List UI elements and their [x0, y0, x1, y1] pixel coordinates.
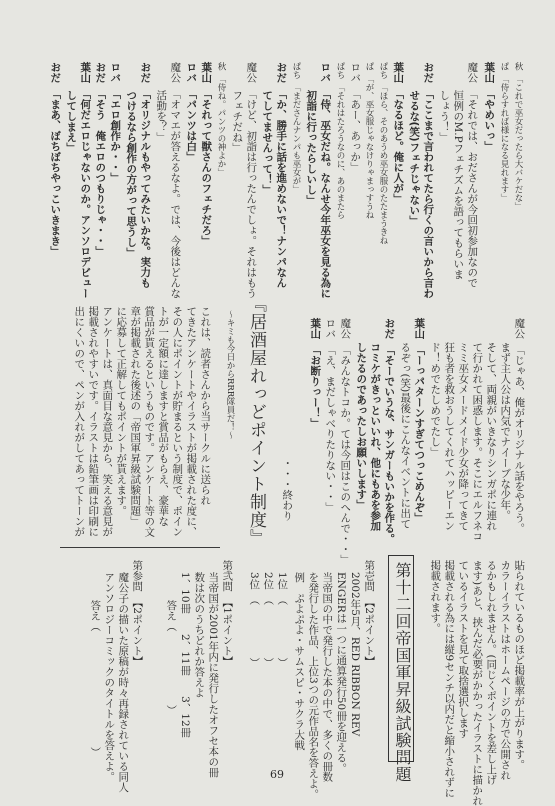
- section-divider: [60, 547, 220, 548]
- body-line: これは、読者さんから当サークルに送られ: [199, 306, 212, 506]
- dialogue-line: せるな(笑)フェチじゃない」: [408, 90, 421, 226]
- quiz-line: 第参問 【2ポイント】: [131, 560, 144, 667]
- quiz-line: 当帝国が2001年内に発行したオフセ本の冊: [207, 572, 220, 778]
- body-line: 賞品が貰えるというものです。アンケート等の文: [143, 306, 156, 537]
- dialogue-line: したるのであったしお願いします」: [355, 342, 368, 510]
- page-number: 69: [270, 768, 284, 781]
- note-line: ます)あと、挟んだ必要がかかったイラストに描かれ: [471, 560, 484, 806]
- quiz-line: 魔公子の描いた原稿が時々再録されている同人: [117, 572, 130, 793]
- dialogue-line: て行かれて困惑します。そこにエルフネコ: [471, 342, 484, 542]
- dialogue-line: おだ 「そう 俺エロのつもりじゃ・・」: [94, 62, 107, 257]
- dialogue-line: 魔公 「それでは、おださんが今回初参加なので: [466, 62, 479, 288]
- dialogue-line: ぱち 「ほら、そのあうめ巫女服のたたまうきね: [378, 62, 388, 245]
- point-system-title: 『居酒屋れっどポイント制度』: [246, 295, 266, 547]
- quiz-line: 2002年5月、RED RIBBON REV: [349, 572, 362, 737]
- quiz-line: 第弐問 【1ポイント】: [221, 560, 234, 667]
- quiz-title: 第十二回帝国軍昇級試験問題: [393, 562, 412, 783]
- dialogue-line: 初詣に行ったらしいし」: [305, 90, 318, 206]
- dialogue-line: そして、両親がいきなりシンガポに連れ: [485, 342, 498, 531]
- dialogue-line: 葉山 「何だエロじゃないのか。アンソロデビュー: [79, 62, 92, 299]
- quiz-line: 第壱問 【2ポイント】: [363, 560, 376, 667]
- dialogue-line: ロバ 「あー、あっか」: [349, 62, 362, 173]
- body-line: てきたアンケートやイラストが掲載された度に、: [185, 306, 198, 537]
- body-line: その人にポイントが貯まるという制度で、ポイン: [171, 306, 184, 537]
- quiz-answer-slot: 2位 （ ）: [262, 572, 275, 668]
- note-line: るかもしれません。(同じくポイントを差し上げ: [485, 560, 498, 785]
- dialogue-line: 魔公 「オマエが答えるなよ。では、今後はどんな: [169, 62, 182, 299]
- dialogue-line: 恒例のM.Pフェチズムを語ってもらいま: [452, 90, 465, 280]
- dialogue-line: 葉山 「それって獣さんのフェチだろ」: [200, 62, 213, 246]
- quiz-title-box: [388, 555, 414, 783]
- dialogue-line: まず主人公は内気でナイーブな少年。: [499, 342, 512, 521]
- quiz-answer-slot: 答え（ ）: [165, 600, 178, 716]
- quiz-line: を発行した作品、上位3つの元作品名を答えよ。: [307, 572, 320, 800]
- dialogue-line: おだ 「まあ、ぼちぼちやっこいきまき」: [49, 62, 62, 257]
- dialogue-line: ロバ 「え、まだしゃべりたりない・・」: [324, 318, 337, 513]
- end-mark: ・・・終わり: [281, 458, 294, 521]
- dialogue-line: 葉山 「お断りっー！」: [309, 318, 322, 429]
- dialogue-line: 秋 「侍ね。パンツの神よか」: [216, 62, 226, 177]
- dialogue-line: 狂も者を救おうしてくれてハッピーエン: [443, 342, 456, 531]
- dialogue-line: しょう！」: [438, 90, 451, 143]
- dialogue-line: ぱ 「が、巫女服じゃなけりゃまっすうね: [364, 62, 374, 220]
- quiz-line: 数は次のうちどれか答えよ: [193, 572, 206, 698]
- dialogue-line: コミケがきっといいれ、他にもあを参加: [369, 342, 382, 531]
- dialogue-line: ロバ 「侍、巫女だね。なんせ今年巫女を見る為に: [319, 62, 332, 299]
- body-line: 掲載されやすいです。イラストは鉛筆画は印刷に: [87, 306, 100, 537]
- dialogue-line: ロバ 「エロ創作か・・」: [109, 62, 122, 183]
- dialogue-line: 魔公 「みんなトコか。ては今回はこのへんで・・」: [339, 318, 352, 565]
- dialogue-line: るぞっ(笑)最後にこんなイベントに出て: [399, 342, 412, 529]
- dialogue-line: おだ 「オリジナルもやってみたいかな。実力も: [139, 62, 152, 288]
- dialogue-line: 秋 「これで巫女だったら大バケだな」: [513, 62, 523, 211]
- note-line: ているイラストを見て取捨選択します: [457, 560, 470, 739]
- dialogue-line: 葉山 「やめいっ」: [483, 62, 496, 152]
- body-line: アンケートは、真面目な意見から、笑える意見が: [101, 306, 114, 537]
- note-line: カラーイラストはホームページの方で公開され: [499, 560, 512, 781]
- point-system-subtitle: 〜キミも今日からRRR隊員だ！〜: [225, 310, 235, 440]
- body-line: に応募して正解してもポイントが貰えます。: [115, 306, 128, 516]
- dialogue-line: ぱち 「それはたろうなのに、あのまたら: [335, 62, 345, 220]
- dialogue-line: ぱち 「まださんナンパも巫女が」: [291, 62, 301, 194]
- body-line: 章が掲載された後述の「帝国軍昇級試験問題」: [129, 306, 142, 527]
- quiz-line: 当帝国の中で発行した本の中で、多くの冊数: [321, 572, 334, 782]
- quiz-line: 1、10冊 2、11冊 3、12冊: [179, 572, 192, 738]
- dialogue-line: 葉山 「ーっパターンすぎてつっこめんぞ」: [413, 318, 426, 523]
- body-line: 出にくいので、ペンが入れがしてあってトーンが: [73, 306, 86, 537]
- dialogue-line: おだ 「そーでいうな、サンガーもいかを作る。: [383, 318, 396, 544]
- dialogue-line: おだ 「か、勝手に話を進めないで！ナンパなん: [275, 62, 288, 288]
- dialogue-line: てしてませんって！」: [261, 90, 274, 195]
- dialogue-line: ド！めでたしめでたし」: [429, 342, 442, 458]
- quiz-answer-slot: 答え（ ）: [89, 600, 102, 758]
- dialogue-line: してしまえ」: [65, 90, 78, 153]
- quiz-line: 例 ぷよぷよ・サムスピ・サクラ大戦: [293, 572, 306, 751]
- quiz-answer-slot: 1位 （ ）: [276, 572, 289, 668]
- quiz-line: アンソロジーコミックのタイトルを答えよ。: [103, 572, 116, 782]
- dialogue-line: 葉山 「なるほど。俺に人が」: [392, 62, 405, 204]
- quiz-line: ENGERは一つに通算発行50冊を迎える。: [335, 572, 348, 774]
- dialogue-line: つけるなら創作の方がって思うし」: [125, 90, 138, 258]
- note-line: 掲載されます。: [429, 560, 442, 634]
- dialogue-line: ロバ 「パンツは白」: [185, 62, 198, 162]
- body-line: トが一定額に達しますと賞品がもらえ、豪華な: [157, 306, 170, 527]
- dialogue-line: 魔公 「じゃあ、俺がオリジナル話をやろう。: [513, 318, 526, 534]
- note-line: 貼られているものほど掲載率が上がります。: [513, 560, 526, 770]
- quiz-answer-slot: 3位 （ ）: [248, 572, 261, 668]
- dialogue-line: ミミ巫女メードメイド少女が降ってきて: [457, 342, 470, 531]
- note-line: 掲載される為には縦9センチ以内だと縮小されずに: [443, 560, 456, 798]
- dialogue-line: 活動を？」: [155, 90, 168, 143]
- dialogue-line: 魔公 「けど、初詣は行ったんでしょ。それはもう: [245, 62, 258, 299]
- dialogue-line: おだ 「ここまで言われてたら行くの言いから言わ: [422, 62, 435, 299]
- dialogue-line: フェチだね」: [231, 90, 244, 153]
- dialogue-line: ぱ 「侍らすれば様になる見れます」: [499, 62, 509, 203]
